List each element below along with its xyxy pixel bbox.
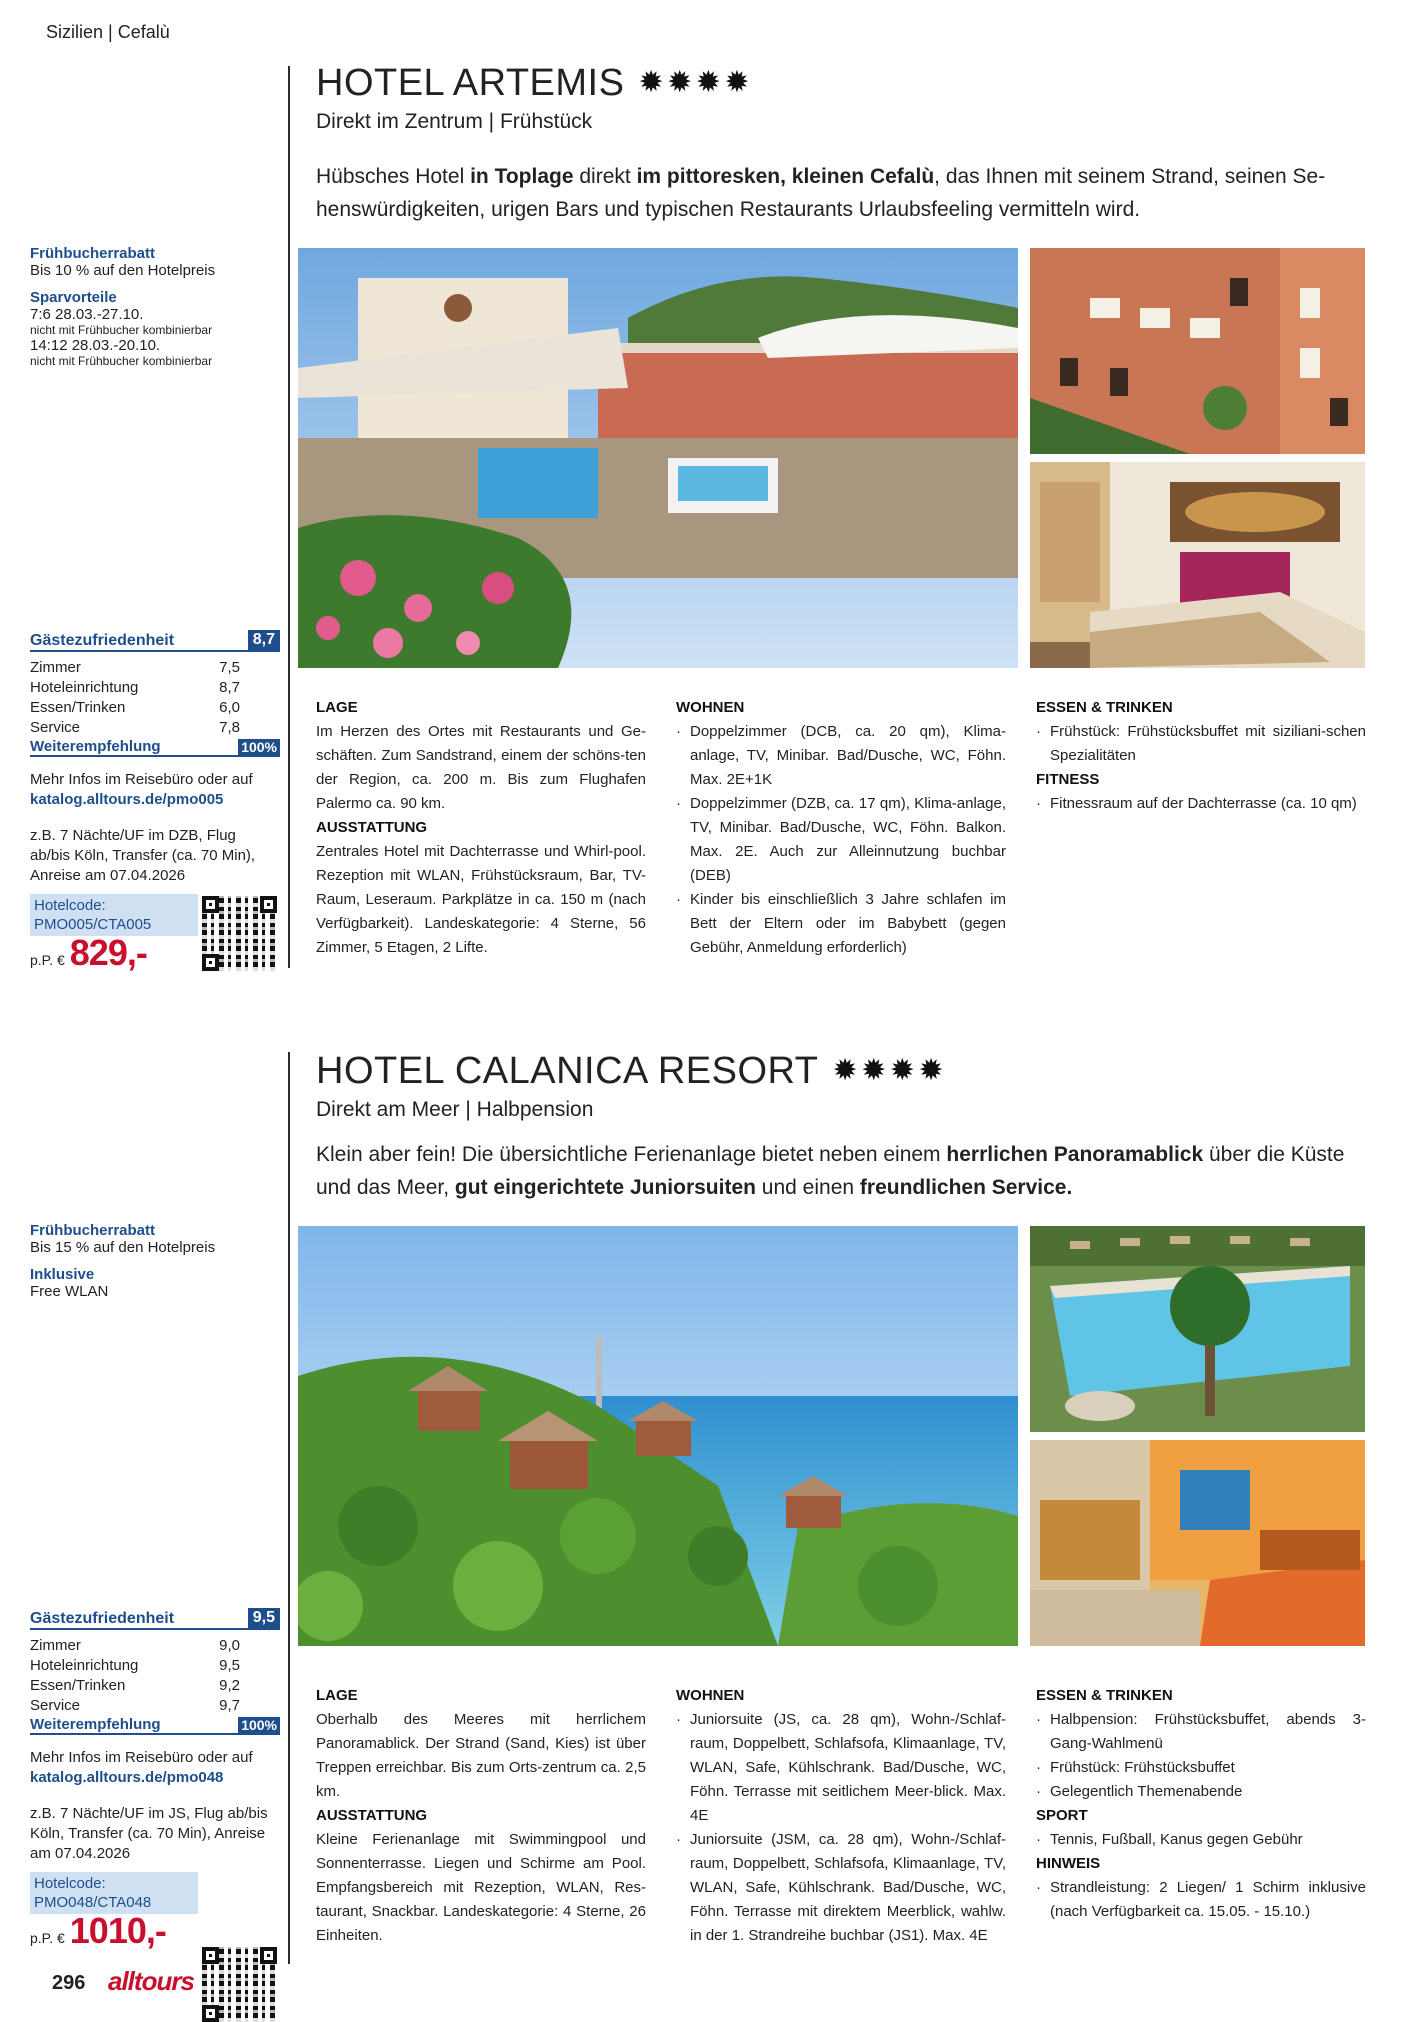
rating-row	[30, 1676, 240, 1696]
list-item: · Frühstück: Frühstücksbuffet mit siziliani-schen Spezialitäten	[1036, 720, 1366, 768]
intro-highlight: im pittoresken, kleinen Cefalù	[636, 165, 935, 188]
offer-line: 14:12 28.03.-20.10.	[30, 337, 161, 354]
section-extras	[1036, 1684, 1366, 1924]
intro-text: direkt	[573, 165, 637, 188]
offers-block	[30, 1222, 280, 1310]
hotelcode-label: Hotelcode:	[34, 1875, 106, 1892]
hotel-subtitle: Direkt am Meer | Halbpension	[316, 1098, 594, 1121]
section-wohnen	[676, 1684, 1006, 1948]
rating-rows	[30, 658, 280, 738]
hotelcode-value: PMO005/CTA005	[34, 916, 152, 933]
list-item: · Kinder bis einschließlich 3 Jahre schlafen im Bett der Eltern oder im Babybett (gegen Gebühr, Anmeldung erforderlich)	[676, 888, 1006, 960]
section-lage	[316, 696, 646, 960]
rating-value: 8,7	[248, 630, 280, 650]
offer-block	[30, 1266, 280, 1300]
star-icon: ✹	[918, 1054, 945, 1087]
rating-header	[30, 1608, 280, 1630]
offers-block	[30, 245, 280, 378]
photo-rooftop-terrace	[298, 248, 1018, 668]
price-row	[30, 932, 147, 974]
rating-label: Gästezufriedenheit	[30, 632, 175, 649]
star-icon: ✹	[832, 1054, 859, 1087]
star-icon: ✹	[724, 66, 751, 99]
price-prefix: p.P. €	[30, 952, 65, 968]
price: 1010,-	[69, 1910, 166, 1951]
section-list	[676, 720, 1006, 960]
section-title: ESSEN & TRINKEN	[1036, 699, 1173, 716]
list-item: · Doppelzimmer (DZB, ca. 17 qm), Klima-anlage, TV, Minibar. Bad/Dusche, WC, Föhn. Balkon. Max. 2E. Auch zur Alleinnutzung buchbar (DEB)	[676, 792, 1006, 888]
qr-code-icon[interactable]	[202, 896, 277, 971]
list-item: · Doppelzimmer (DCB, ca. 20 qm), Klima-anlage, TV, Minibar. Bad/Dusche, WC, Föhn. Max. 2E+1K	[676, 720, 1006, 792]
star-icon: ✹	[638, 66, 665, 99]
offer-line: Bis 15 % auf den Hotelpreis	[30, 1239, 216, 1256]
rating-row-label: Hoteleinrichtung	[30, 1657, 139, 1674]
section-list	[676, 1708, 1006, 1948]
rating-row	[30, 1696, 240, 1716]
more-info-text: Mehr Infos im Reisebüro oder auf	[30, 771, 253, 788]
section-title: LAGE	[316, 1687, 358, 1704]
section-title: LAGE	[316, 699, 358, 716]
hotelcode-value: PMO048/CTA048	[34, 1894, 152, 1911]
rating-row-label: Service	[30, 719, 81, 736]
qr-code-icon[interactable]	[202, 1947, 277, 2022]
catalog-link[interactable]: katalog.alltours.de/pmo005	[30, 791, 224, 808]
intro-highlight: herrlichen Panoramablick	[946, 1143, 1204, 1166]
offer-line: 7:6 28.03.-27.10.	[30, 306, 144, 323]
hotel-name: HOTEL CALANICA RESORT	[316, 1050, 819, 1092]
offer-title: Frühbucherrabatt	[30, 1222, 156, 1239]
section-text: Zentrales Hotel mit Dachterrasse und Whirl-pool. Rezeption mit WLAN, Frühstücksraum, Bar, TV-Raum, Leseraum. Parkplätze in ca. 150 m (nach Verfügbarkeit). Landeskategorie: 4 Sterne, 56 Zimmer, 5 Etagen, 2 Lifte.	[316, 843, 646, 956]
section-text: Kleine Ferienanlage mit Swimmingpool und Sonnenterrasse. Liegen und Schirme am Pool. Empfangsbereich mit Rezeption, WLAN, Res-taurant, Snackbar. Landeskategorie: 4 Sterne, 26 Einheiten.	[316, 1831, 646, 1944]
rating-row-value: 9,2	[219, 1677, 240, 1694]
recommendation-label: Weiterempfehlung	[30, 738, 161, 755]
section-list	[1036, 1828, 1366, 1852]
rating-row-label: Zimmer	[30, 659, 81, 676]
rating-row-label: Essen/Trinken	[30, 1677, 126, 1694]
list-item: · Gelegentlich Themenabende	[1036, 1780, 1366, 1804]
rating-header	[30, 630, 280, 652]
section-title: AUSSTATTUNG	[316, 1807, 428, 1824]
photo-junior-suite	[1030, 1440, 1365, 1646]
section-list	[1036, 1708, 1366, 1804]
star-icon: ✹	[667, 66, 693, 99]
example-offer: z.B. 7 Nächte/UF im JS, Flug ab/bis Köln, Transfer (ca. 70 Min), Anreise am 07.04.2026	[30, 1805, 268, 1862]
intro-highlight: in Toplage	[470, 165, 574, 188]
rating-block	[30, 630, 280, 757]
offer-block	[30, 289, 280, 368]
recommendation-value: 100%	[238, 739, 280, 755]
rating-row	[30, 658, 240, 678]
more-info-text: Mehr Infos im Reisebüro oder auf	[30, 1749, 253, 1766]
rating-value: 9,5	[248, 1608, 280, 1628]
price-row	[30, 1910, 166, 1952]
rating-row-value: 7,8	[219, 719, 240, 736]
star-icon: ✹	[695, 66, 722, 99]
recommendation-row	[30, 1716, 280, 1735]
photo-pool	[1030, 1226, 1365, 1432]
section-lage	[316, 1684, 646, 1948]
intro-text: , das Ihnen mit seinem Strand, seinen Se-henswürdigkeiten, urigen Bars und typischen Restaurants Urlaubsfeeling vermitteln wird.	[316, 165, 1326, 221]
rating-label: Gästezufriedenheit	[30, 1610, 175, 1627]
offer-title: Frühbucherrabatt	[30, 245, 156, 262]
price: 829,-	[69, 932, 147, 973]
rating-row-value: 8,7	[219, 679, 240, 696]
rating-row	[30, 1656, 240, 1676]
section-text: Oberhalb des Meeres mit herrlichem Panoramablick. Der Strand (Sand, Kies) ist über Treppen erreichbar. Bis zum Orts-zentrum ca. 2,5 km.	[316, 1711, 646, 1800]
rating-row-label: Zimmer	[30, 1637, 81, 1654]
section-title: SPORT	[1036, 1807, 1088, 1824]
offer-line: Bis 10 % auf den Hotelpreis	[30, 262, 216, 279]
section-title: WOHNEN	[676, 699, 745, 716]
brand-logo: alltours	[108, 1966, 194, 1996]
recommendation-value: 100%	[238, 1717, 280, 1733]
page-number: 296	[52, 1972, 86, 1994]
section-title: FITNESS	[1036, 771, 1100, 788]
offer-block	[30, 245, 280, 279]
offer-line: Free WLAN	[30, 1283, 109, 1300]
rating-row	[30, 678, 240, 698]
intro-text: und einen	[755, 1176, 860, 1199]
rating-block	[30, 1608, 280, 1735]
star-rating	[833, 1056, 945, 1086]
intro-highlight: gut eingerichtete Juniorsuiten	[454, 1176, 756, 1199]
rating-row	[30, 718, 240, 738]
hotel-intro	[316, 160, 1366, 226]
price-prefix: p.P. €	[30, 1930, 65, 1946]
rating-row-value: 7,5	[219, 659, 240, 676]
section-title: HINWEIS	[1036, 1855, 1101, 1872]
rating-row-label: Essen/Trinken	[30, 699, 126, 716]
divider-line	[288, 66, 290, 968]
section-list	[1036, 1876, 1366, 1924]
intro-highlight: freundlichen Service.	[859, 1176, 1073, 1199]
list-item: · Fitnessraum auf der Dachterrasse (ca. 10 qm)	[1036, 792, 1366, 816]
rating-row	[30, 1636, 240, 1656]
offer-line: nicht mit Frühbucher kombinierbar	[30, 354, 213, 368]
hotel-subtitle: Direkt im Zentrum | Frühstück	[316, 110, 593, 133]
list-item: · Halbpension: Frühstücksbuffet, abends 3-Gang-Wahlmenü	[1036, 1708, 1366, 1756]
rating-row-value: 6,0	[219, 699, 240, 716]
list-item: · Tennis, Fußball, Kanus gegen Gebühr	[1036, 1828, 1366, 1852]
section-list	[1036, 792, 1366, 816]
section-list	[1036, 720, 1366, 768]
breadcrumb: Sizilien | Cefalù	[46, 22, 170, 42]
photo-hotel-facade	[1030, 248, 1365, 454]
offer-title: Sparvorteile	[30, 289, 117, 306]
star-rating	[638, 68, 750, 98]
rating-row-value: 9,7	[219, 1697, 240, 1714]
hotelcode-label: Hotelcode:	[34, 897, 106, 914]
rating-row-label: Service	[30, 1697, 81, 1714]
rating-row-value: 9,5	[219, 1657, 240, 1674]
photo-hotel-room	[1030, 462, 1365, 668]
hotel-intro	[316, 1138, 1366, 1204]
list-item: · Juniorsuite (JSM, ca. 28 qm), Wohn-/Schlaf-raum, Doppelbett, Schlafsofa, Klimaanlage, TV, WLAN, Safe, Kühlschrank. Bad/Dusche, WC, Föhn. Terrasse mit direktem Meerblick, wahlw. in der 1. Strandreihe buchbar (JS1). Max. 4E	[676, 1828, 1006, 1948]
section-extras	[1036, 696, 1366, 816]
star-icon: ✹	[861, 1054, 887, 1087]
list-item: · Juniorsuite (JS, ca. 28 qm), Wohn-/Schlaf-raum, Doppelbett, Schlafsofa, Klimaanlage, TV, WLAN, Safe, Kühlschrank. Bad/Dusche, WC, Föhn. Terrasse mit seitlichem Meer-blick. Max. 4E	[676, 1708, 1006, 1828]
photo-sea-view-bungalows	[298, 1226, 1018, 1646]
rating-row-label: Hoteleinrichtung	[30, 679, 139, 696]
intro-text: Hübsches Hotel	[316, 165, 471, 188]
section-wohnen	[676, 696, 1006, 960]
intro-text: Klein aber fein! Die übersichtliche Ferienanlage bietet neben einem	[316, 1143, 947, 1166]
divider-line	[288, 1052, 290, 1964]
offer-title: Inklusive	[30, 1266, 95, 1283]
section-title: AUSSTATTUNG	[316, 819, 428, 836]
hotel-title-row	[316, 1052, 944, 1090]
rating-row-value: 9,0	[219, 1637, 240, 1654]
list-item: · Frühstück: Frühstücksbuffet	[1036, 1756, 1366, 1780]
example-offer: z.B. 7 Nächte/UF im DZB, Flug ab/bis Köln, Transfer (ca. 70 Min), Anreise am 07.04.2026	[30, 827, 256, 884]
hotel-title-row	[316, 64, 750, 102]
hotel-name: HOTEL ARTEMIS	[316, 62, 625, 104]
more-info	[30, 770, 280, 810]
offer-line: nicht mit Frühbucher kombinierbar	[30, 323, 213, 337]
rating-rows	[30, 1636, 280, 1716]
rating-row	[30, 698, 240, 718]
offer-block	[30, 1222, 280, 1256]
hotelcode-box	[30, 894, 198, 936]
hotelcode-box	[30, 1872, 198, 1914]
section-title: ESSEN & TRINKEN	[1036, 1687, 1173, 1704]
catalog-link[interactable]: katalog.alltours.de/pmo048	[30, 1769, 224, 1786]
section-text: Im Herzen des Ortes mit Restaurants und Ge-schäften. Zum Sandstrand, einem der schöns-ten der Region, ca. 200 m. Bis zum Flughafen Palermo ca. 90 km.	[316, 723, 646, 812]
recommendation-label: Weiterempfehlung	[30, 1716, 161, 1733]
intro-text: über die Küste und das Meer,	[316, 1143, 1345, 1199]
section-title: WOHNEN	[676, 1687, 745, 1704]
list-item: · Strandleistung: 2 Liegen/ 1 Schirm inklusive (nach Verfügbarkeit ca. 15.05. - 15.10.)	[1036, 1876, 1366, 1924]
star-icon: ✹	[889, 1054, 916, 1087]
more-info	[30, 1748, 280, 1788]
recommendation-row	[30, 738, 280, 757]
